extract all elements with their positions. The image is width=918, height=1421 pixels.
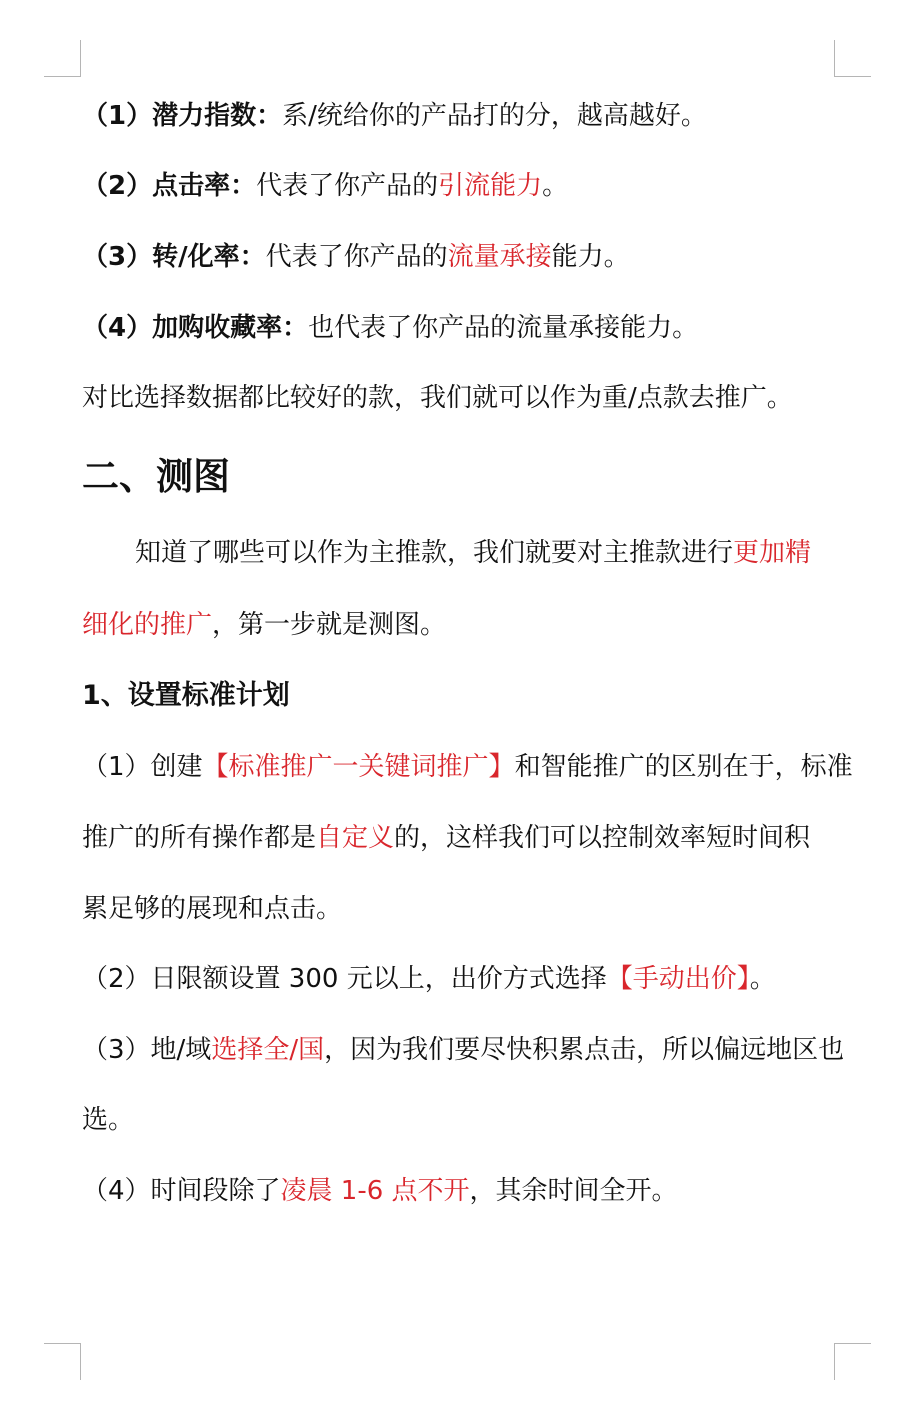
step-1-line-2	[82, 820, 810, 856]
item-conversion-rate	[82, 239, 630, 275]
step-emphasis: 【手动出价】	[606, 964, 750, 994]
step-3-line-2: 选。	[82, 1105, 135, 1135]
item-potential-index	[82, 98, 707, 134]
page-corner-mark-bottom-right	[834, 1343, 871, 1380]
item-text: 也代表了你产品的流量承接能力。	[308, 313, 699, 343]
step-text: 推广的所有操作都是	[82, 823, 317, 853]
step-text: （2）日限额设置 300 元以上，出价方式选择	[82, 964, 607, 994]
item-click-rate	[82, 168, 568, 204]
step-emphasis: 自定义	[316, 823, 395, 853]
intro-paragraph-line-1	[135, 535, 811, 571]
intro-emphasis: 更加精	[733, 538, 812, 568]
step-1-line-1	[82, 749, 853, 785]
step-text: 。	[749, 964, 776, 994]
item-label: （3）转/化率：	[82, 242, 266, 272]
step-text: 和智能推广的区别在于，标准	[514, 752, 853, 782]
step-emphasis: 【标准推广一关键词推广】	[202, 752, 515, 782]
item-label: （1）潜力指数：	[82, 101, 283, 131]
item-emphasis: 引流能力	[438, 171, 543, 201]
step-3-line-1	[82, 1032, 844, 1068]
step-text: （3）地/域	[82, 1035, 212, 1065]
item-text: 系/统给你的产品打的分，越高越好。	[282, 101, 707, 131]
step-emphasis: 凌晨 1-6 点不开	[280, 1176, 470, 1206]
subsection-heading-standard-plan: 1、设置标准计划	[82, 680, 290, 711]
step-2	[82, 961, 776, 997]
step-text: （4）时间段除了	[82, 1176, 281, 1206]
page-corner-mark-top-right	[834, 40, 871, 77]
item-label: （4）加购收藏率：	[82, 313, 309, 343]
page-corner-mark-bottom-left	[44, 1343, 81, 1380]
intro-emphasis: 细化的推广	[82, 610, 213, 640]
step-text: （1）创建	[82, 752, 203, 782]
intro-text: 知道了哪些可以作为主推款，我们就要对主推款进行	[135, 538, 734, 568]
step-text: ，因为我们要尽快积累点击，所以偏远地区也	[324, 1035, 845, 1065]
step-text: ，其余时间全开。	[469, 1176, 678, 1206]
intro-paragraph-line-2	[82, 607, 446, 643]
item-label: （2）点击率：	[82, 171, 257, 201]
item-cart-favorite-rate	[82, 310, 698, 346]
section-heading-test-images: 二、测图	[82, 455, 230, 498]
item-text: 能力。	[551, 242, 630, 272]
item-text: 。	[542, 171, 569, 201]
item-text: 代表了你产品的	[265, 242, 448, 272]
item-emphasis: 流量承接	[447, 242, 552, 272]
page-corner-mark-top-left	[44, 40, 81, 77]
step-1-line-3: 累足够的展现和点击。	[82, 894, 343, 924]
intro-text: ，第一步就是测图。	[212, 610, 447, 640]
item-text: 代表了你产品的	[256, 171, 439, 201]
step-text: 的，这样我们可以控制效率短时间积	[394, 823, 811, 853]
step-4	[82, 1173, 678, 1209]
summary-paragraph: 对比选择数据都比较好的款，我们就可以作为重/点款去推广。	[82, 383, 793, 413]
step-emphasis: 选择全/国	[211, 1035, 325, 1065]
